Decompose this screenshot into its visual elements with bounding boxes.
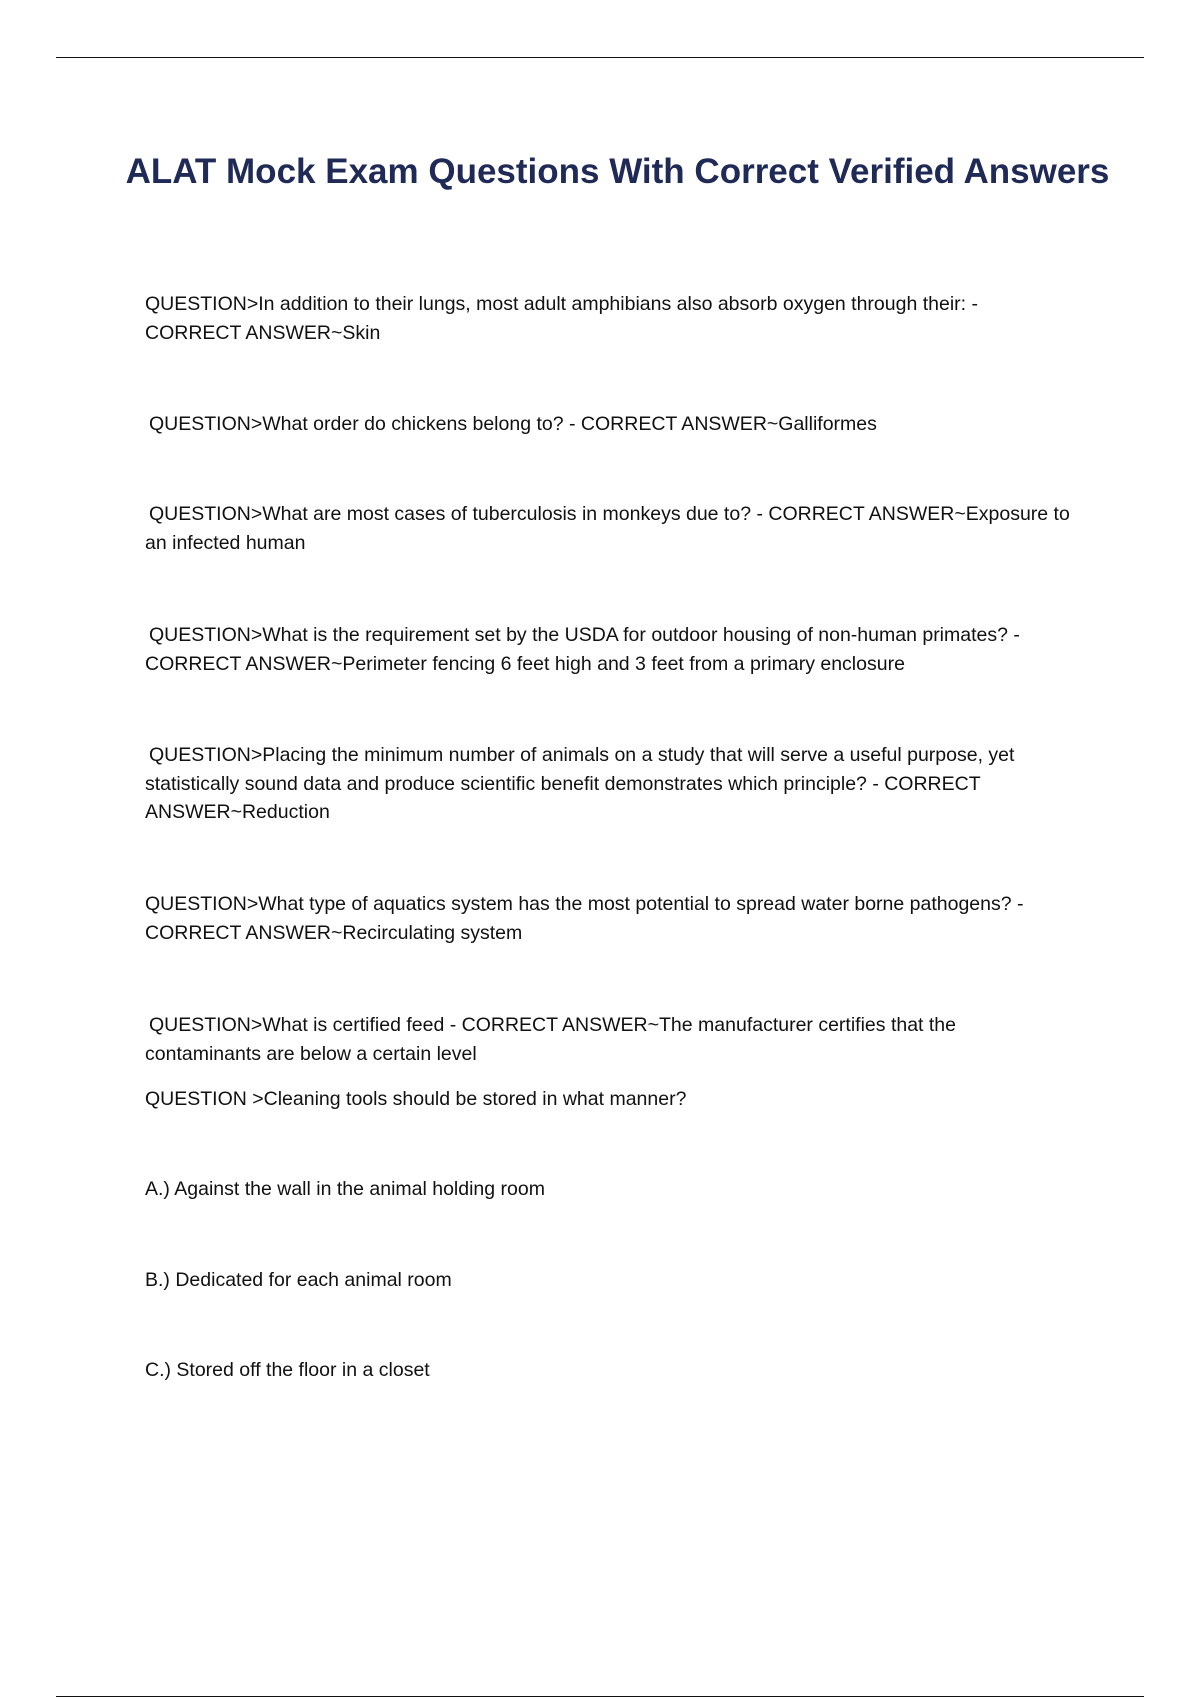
option-b: B.) Dedicated for each animal room [145,1269,452,1291]
option-c: C.) Stored off the floor in a closet [145,1359,430,1381]
qa-entry-3: QUESTION>What are most cases of tuberculosis in monkeys due to? - CORRECT ANSWER~Exposure to an infected human [145,503,1070,554]
open-question: QUESTION >Cleaning tools should be stored in what manner? [145,1088,687,1110]
qa-entry-7: QUESTION>What is certified feed - CORRECT ANSWER~The manufacturer certifies that the contaminants are below a certain level [145,1014,956,1065]
qa-entry-5: QUESTION>Placing the minimum number of animals on a study that will serve a useful purpose, yet statistically sound data and produce scientific benefit demonstrates which principle? - CORRECT ANSWER~Reduction [145,744,1015,823]
header-rule [56,57,1144,58]
option-a: A.) Against the wall in the animal holding room [145,1178,545,1200]
qa-entry-1: QUESTION>In addition to their lungs, most adult amphibians also absorb oxygen through their: - CORRECT ANSWER~Skin [145,293,978,344]
document-title: ALAT Mock Exam Questions With Correct Verified Answers [125,152,1110,191]
qa-entry-6: QUESTION>What type of aquatics system has the most potential to spread water borne pathogens? - CORRECT ANSWER~Recirculating system [145,893,1024,944]
qa-entry-4: QUESTION>What is the requirement set by the USDA for outdoor housing of non-human primates? - CORRECT ANSWER~Perimeter fencing 6 feet high and 3 feet from a primary enclosure [145,624,1020,675]
qa-entry-2: QUESTION>What order do chickens belong to? - CORRECT ANSWER~Galliformes [149,413,877,435]
footer-rule [56,1696,1144,1697]
